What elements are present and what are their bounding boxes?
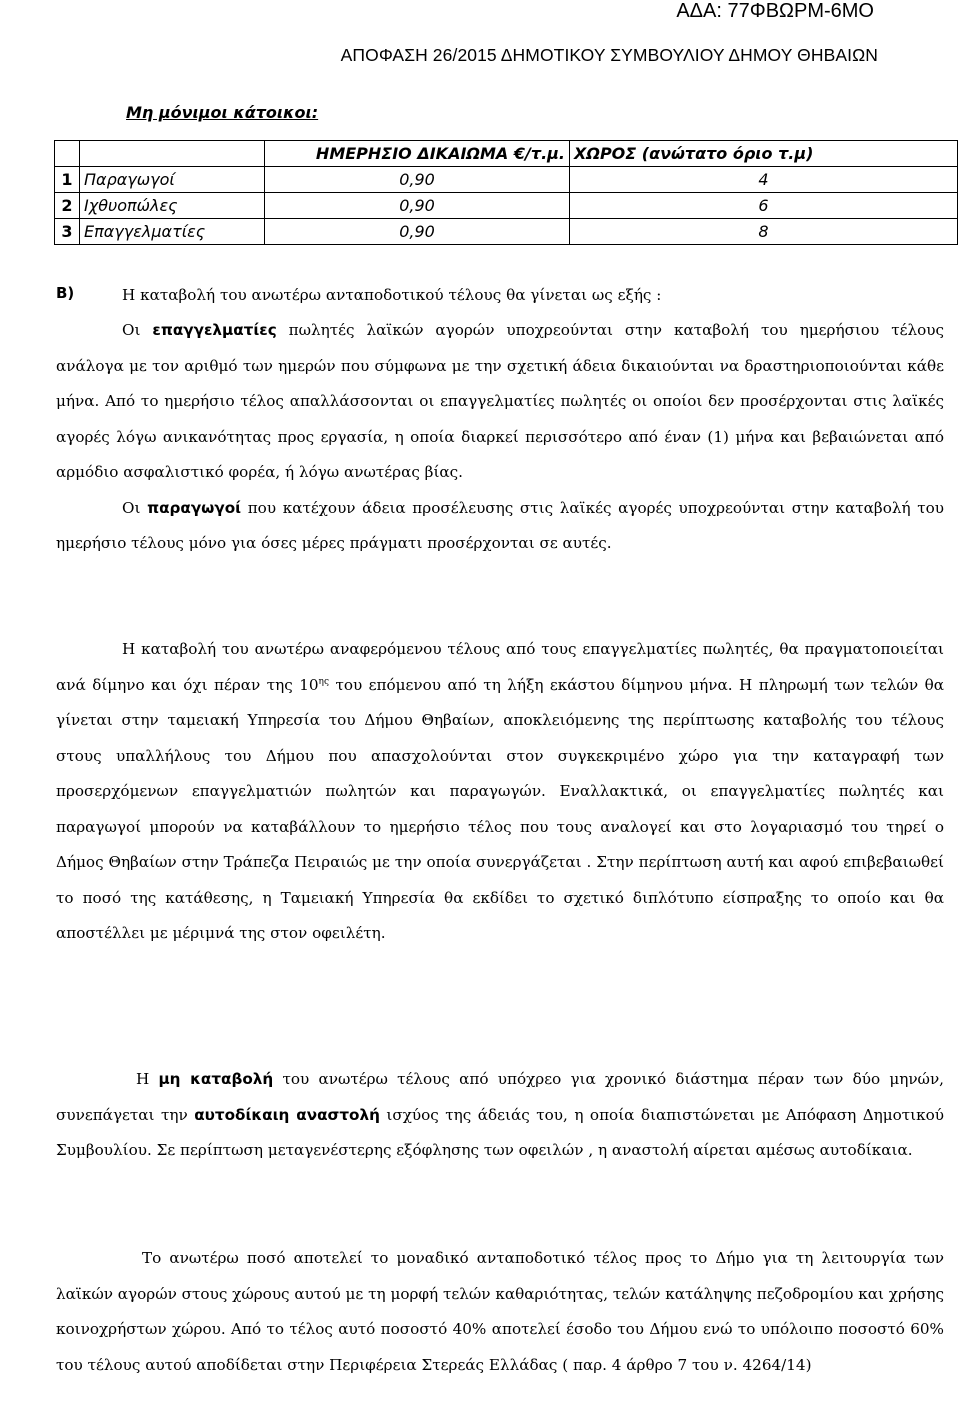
header-space: ΧΩΡΟΣ (ανώτατο όριο τ.μ): [570, 141, 958, 167]
table-row: [55, 193, 958, 219]
row-category: Παραγωγοί: [80, 167, 265, 193]
decision-header: ΑΠΟΦΑΣΗ 26/2015 ΔΗΜΟΤΙΚΟΥ ΣΥΜΒΟΥΛΙΟΥ ΔΗΜΟΥ ΘΗΒΑΙΩΝ: [340, 45, 878, 65]
row-fee: 0,90: [265, 193, 570, 219]
row-fee: 0,90: [265, 219, 570, 245]
row-category: Επαγγελματίες: [80, 219, 265, 245]
final-paragraph: [56, 1241, 944, 1383]
ada-code: ΑΔΑ: 77ΦΒΩΡΜ-6ΜΟ: [676, 0, 874, 22]
paragraph-payment: [56, 632, 944, 952]
np-mid: του ανωτέρω τέλους από υπόχρεο για χρονικό διάστημα πέραν των δύο μηνών, συνεπάγεται την: [56, 1070, 945, 1124]
row-number: 1: [55, 167, 80, 193]
header-empty-name: [80, 141, 265, 167]
payment-post: του επόμενου από τη λήξη εκάστου δίμηνου μήνα. Η πληρωμή των τελών θα γίνεται στην ταμειακή Υπηρεσία του Δήμου Θηβαίων, αποκλειόμενης της περίπτωσης καταβολής του τέλους στους υπαλλήλους του Δήμου που απασχολούνται στον συγκεκριμένο χώρο για την καταγραφή των προσερχόμενων επαγγελματιών πωλητών και παραγωγών. Εναλλακτικά, οι επαγγελματίες πωλητές και παραγωγοί μπορούν να καταβάλλουν το ημερήσιο τέλος που τους αναλογεί και στο λογαριασμό του τηρεί ο Δήμος Θηβαίων στην Τράπεζα Πειραιώς με την οποία συνεργάζεται . Στην περίπτωση αυτή και αφού επιβεβαιωθεί το ποσό της κατάθεσης, η Ταμειακή Υπηρεσία θα εκδίδει το σχετικό διπλότυπο είσπραξης το οποίο και θα αποστέλλει με μέριμνά της στον οφειλέτη.: [56, 675, 945, 942]
section-b-label: Β): [56, 284, 75, 302]
p2-text: που κατέχουν άδεια προσέλευσης στις λαϊκές αγορές υποχρεούνται στην καταβολή του ημερήσιο τέλους μόνο για όσες μέρες πράγματι προσέρχονται σε αυτές.: [56, 498, 944, 552]
paragraph-final: Το ανωτέρω ποσό αποτελεί το μοναδικό ανταποδοτικό τέλος προς το Δήμο για τη λειτουργία των λαϊκών αγορών στους χώρους αυτού με τη μορφή τελών καθαριότητας, τελών κατάληψης πεζοδρομίου και χρήσης κοινοχρήστων χώρου. Από το τέλος αυτό ποσοστό 40% αποτελεί έσοδο του Δήμου ενώ το υπόλοιπο ποσοστό 60% του τέλους αυτού αποδίδεται στην Περιφέρεια Στερεάς Ελλάδας ( παρ. 4 άρθρο 7 του ν. 4264/14): [56, 1249, 944, 1374]
np-post: ισχύος της άδειάς του, η οποία διαπιστώνεται με Απόφαση Δημοτικού Συμβουλίου. Σε περίπτωση μεταγενέστερης εξόφλησης των οφειλών , η αναστολή αίρεται αμέσως αυτοδίκαια.: [56, 1105, 945, 1159]
payment-sup: ης: [318, 676, 329, 687]
np-bold1: μη καταβολή: [158, 1070, 274, 1088]
header-empty-num: [55, 141, 80, 167]
header-daily-fee: ΗΜΕΡΗΣΙΟ ΔΙΚΑΙΩΜΑ €/τ.μ.: [265, 141, 570, 167]
section-title: Μη μόνιμοι κάτοικοι:: [126, 103, 319, 122]
nonpayment-paragraph: [56, 1062, 944, 1169]
paragraph-professionals: [56, 313, 944, 491]
row-number: 3: [55, 219, 80, 245]
row-space: 6: [570, 193, 958, 219]
table-row: [55, 167, 958, 193]
payment-paragraph: [56, 632, 944, 952]
fee-table: [54, 140, 958, 245]
table-header-row: [55, 141, 958, 167]
row-fee: 0,90: [265, 167, 570, 193]
p2-pre: Οι: [122, 498, 148, 517]
table-row: [55, 219, 958, 245]
p1-pre: Οι: [122, 321, 153, 339]
p1-text: πωλητές λαϊκών αγορών υποχρεούνται στην καταβολή του ημερήσιου τέλους ανάλογα με τον αριθμό των ημερών που σύμφωνα με την σχετική άδεια δικαιούνται να δραστηριοποιούνται κάθε μήνα. Από το ημερήσιο τέλος απαλλάσσονται οι επαγγελματίες πωλητές οι οποίοι δεν προσέρχονται στις λαϊκές αγορές λόγω ανικανότητας προς εργασία, η οποία διαρκεί περισσότερο από έναν (1) μήνα και βεβαιώνεται από αρμόδιο ασφαλιστικό φορέα, ή λόγω ανωτέρας βίας.: [56, 321, 945, 481]
row-space: 8: [570, 219, 958, 245]
section-b-intro: Η καταβολή του ανωτέρω ανταποδοτικού τέλους θα γίνεται ως εξής :: [122, 286, 662, 304]
paragraph-producers: [56, 491, 944, 562]
section-b-body: [56, 313, 944, 562]
paragraph-nonpayment: [56, 1062, 944, 1169]
payment-pre: Η καταβολή του ανωτέρω αναφερόμενου τέλους από τους επαγγελματίες πωλητές, θα πραγματοποιείται ανά δίμηνο και όχι πέραν της 10: [56, 640, 944, 694]
np-pre: Η: [136, 1070, 159, 1088]
row-number: 2: [55, 193, 80, 219]
np-bold2: αυτοδίκαιη αναστολή: [194, 1105, 380, 1124]
p1-bold: επαγγελματίες: [152, 321, 277, 339]
p2-bold: παραγωγοί: [147, 498, 242, 517]
row-space: 4: [570, 167, 958, 193]
row-category: Ιχθυοπώλες: [80, 193, 265, 219]
